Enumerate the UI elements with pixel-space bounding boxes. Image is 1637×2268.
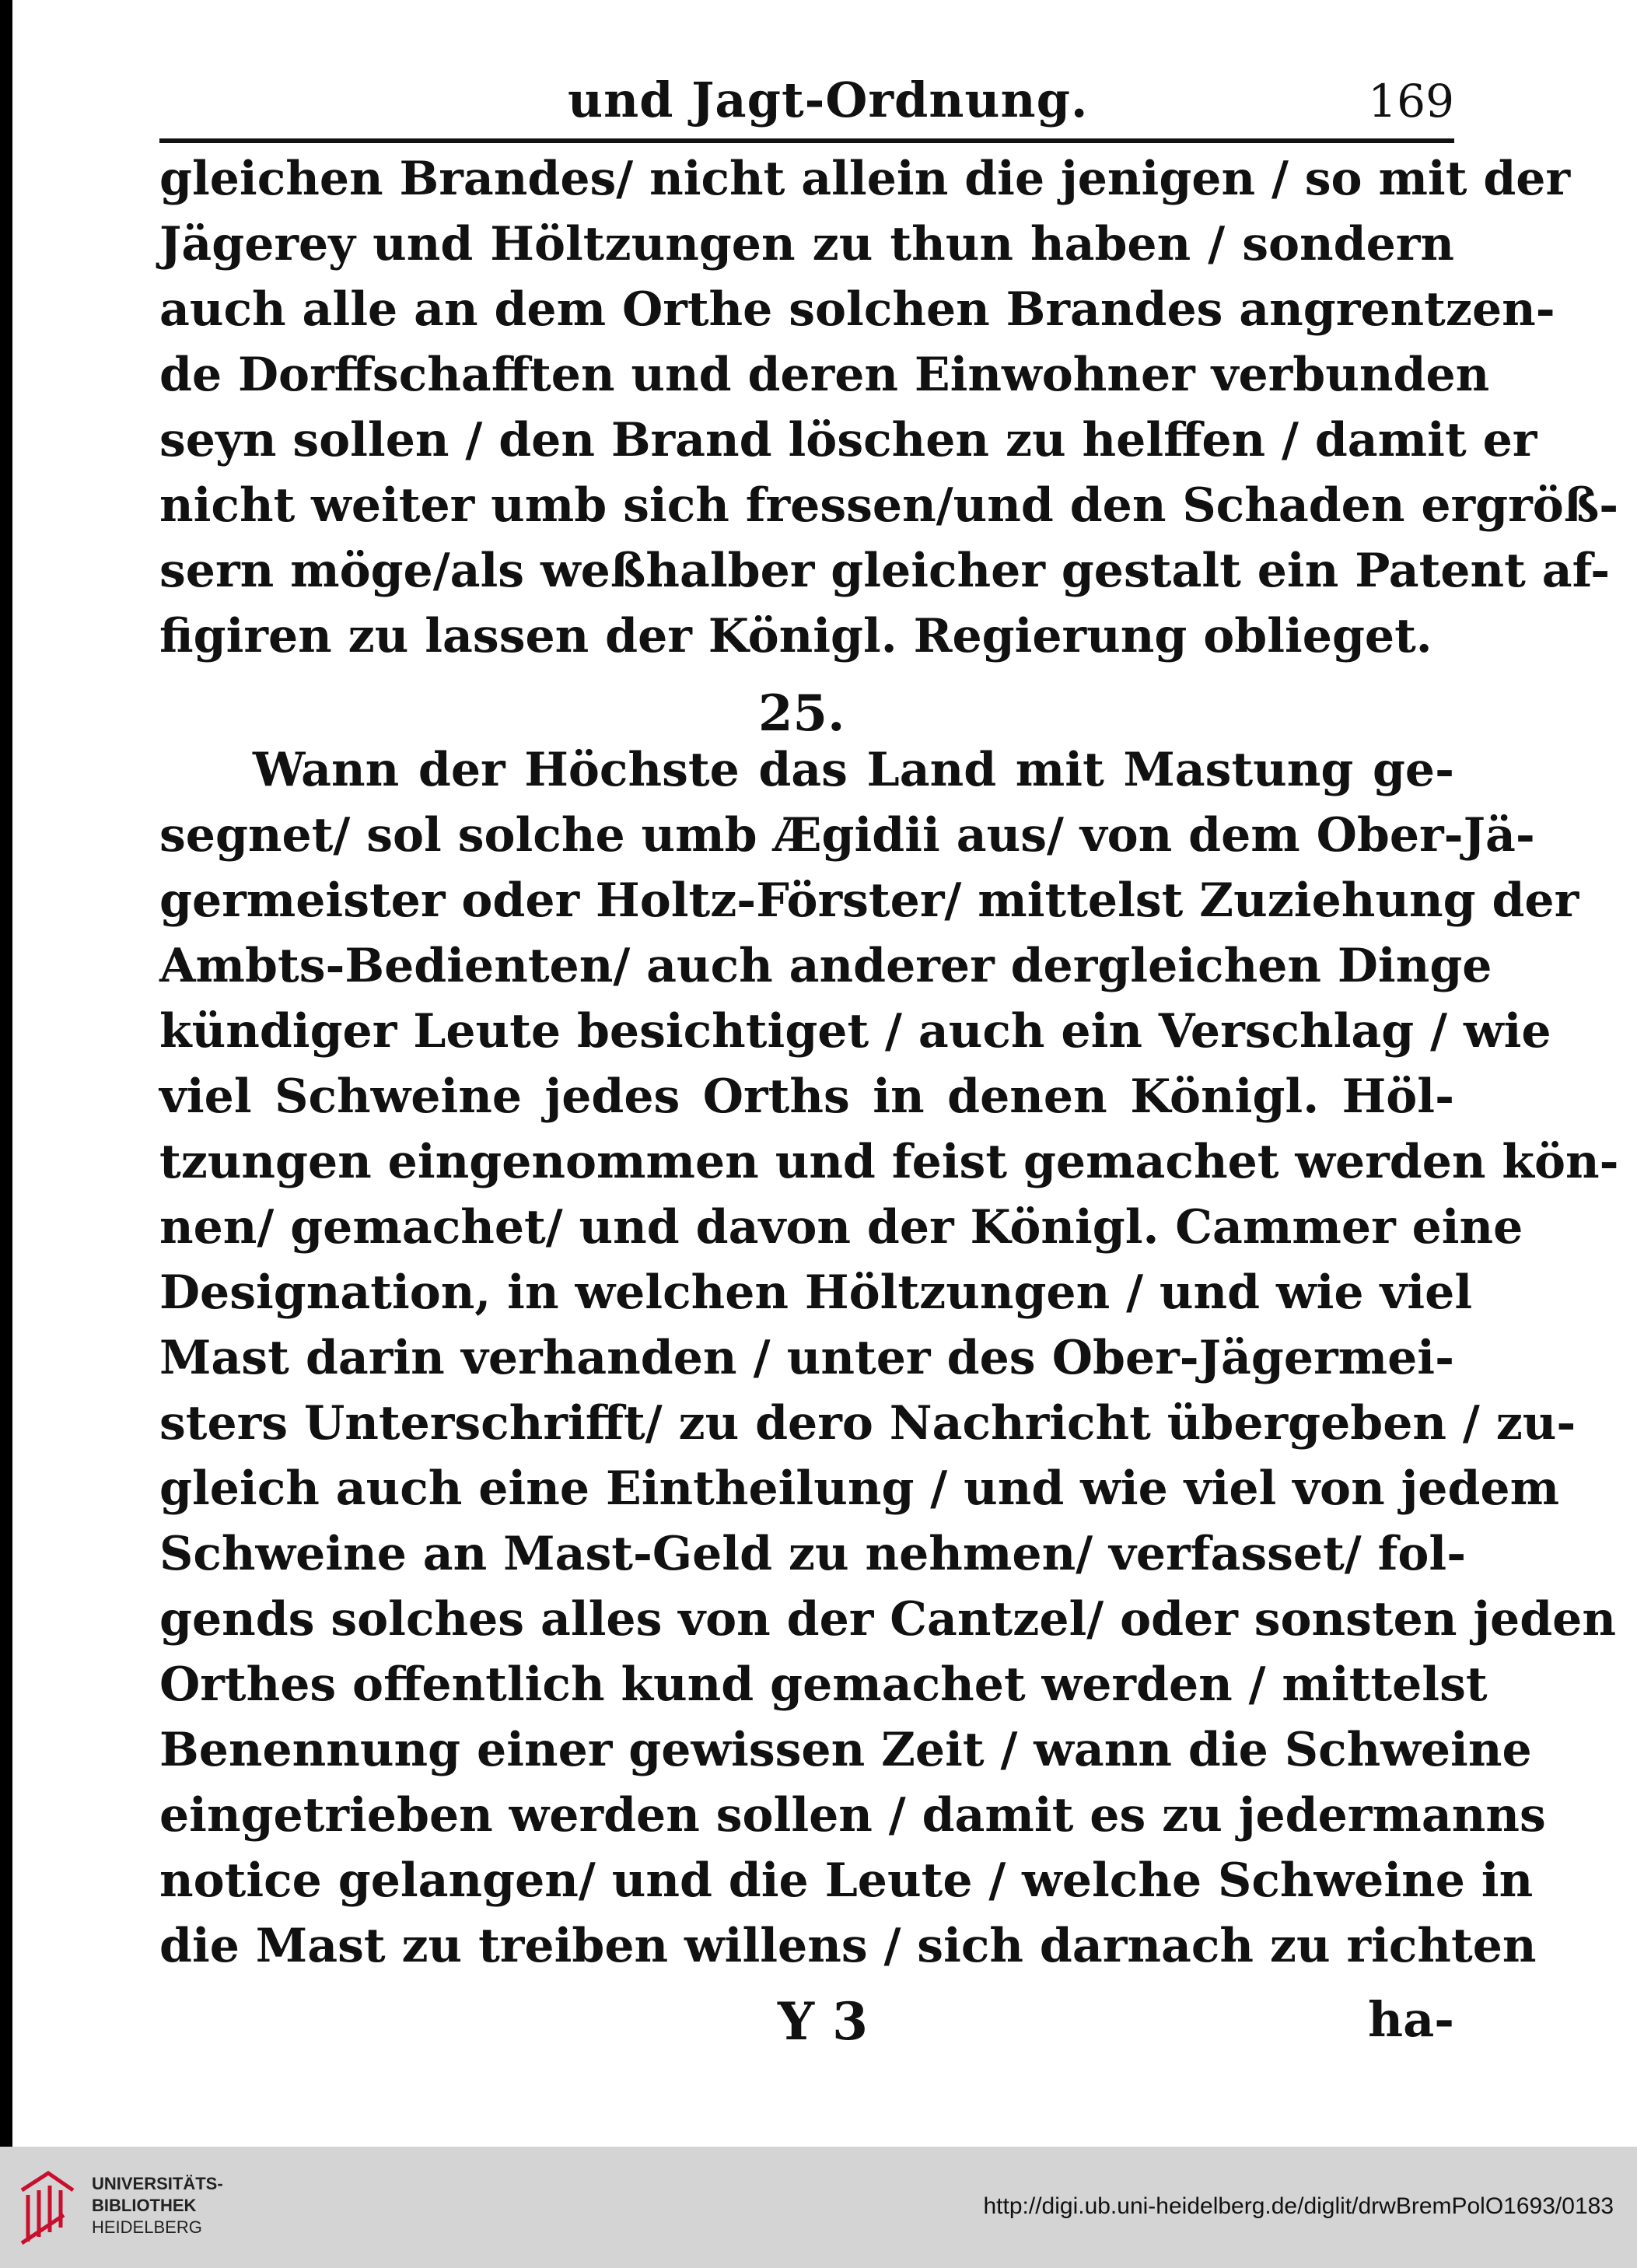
running-head bbox=[163, 72, 1454, 134]
text-line: auch alle an dem Orthe solchen Brandes angrentzen- bbox=[159, 282, 1555, 337]
text-line: de Dorffschafften und deren Einwohner verbunden bbox=[159, 348, 1490, 402]
text-line: Orthes offentlich kund gemachet werden / mittelst bbox=[159, 1657, 1488, 1712]
ub-heidelberg-logo-icon[interactable] bbox=[17, 2167, 78, 2248]
text-line: nicht weiter umb sich fressen/und den Schaden ergröß- bbox=[159, 478, 1619, 533]
header-rule bbox=[159, 138, 1454, 143]
library-name-line-3: HEIDELBERG bbox=[92, 2217, 202, 2237]
text-line: Benennung einer gewissen Zeit / wann die Schweine bbox=[159, 1723, 1532, 1777]
signature-mark: Y 3 bbox=[778, 1991, 869, 2052]
text-line: Designation, in welchen Höltzungen / und wie viel bbox=[159, 1265, 1473, 1320]
text-line: gleich auch eine Eintheilung / und wie viel von jedem bbox=[159, 1461, 1560, 1516]
text-line: die Mast zu treiben willens / sich darnach zu richten bbox=[159, 1919, 1537, 1973]
text-line: figiren zu lassen der Königl. Regierung oblieget. bbox=[159, 609, 1432, 663]
library-name-line-1: UNIVERSITÄTS- bbox=[92, 2174, 223, 2193]
text-line: germeister oder Holtz-Förster/ mittelst Zuziehung der bbox=[159, 873, 1579, 928]
text-line: Schweine an Mast-Geld zu nehmen/ verfasset/ fol- bbox=[159, 1527, 1467, 1581]
library-name bbox=[92, 2173, 223, 2238]
catchword: ha- bbox=[1368, 1991, 1454, 2048]
text-line: tzungen eingenommen und feist gemachet werden kön- bbox=[159, 1135, 1619, 1189]
text-line: gends solches alles von der Cantzel/ oder sonsten jeden bbox=[159, 1592, 1616, 1647]
text-line: Jägerey und Höltzungen zu thun haben / sondern bbox=[159, 217, 1454, 271]
text-line: Wann der Höchste das Land mit Mastung ge- bbox=[253, 743, 1454, 797]
text-line: seyn sollen / den Brand löschen zu helffen / damit er bbox=[159, 413, 1537, 467]
text-line: segnet/ sol solche umb Ægidii aus/ von dem Ober-Jä- bbox=[159, 808, 1535, 863]
library-name-line-2: BIBLIOTHEK bbox=[92, 2196, 197, 2215]
scan-edge-shadow bbox=[0, 0, 12, 2147]
text-line: sters Unterschrifft/ zu dero Nachricht übergeben / zu- bbox=[159, 1396, 1576, 1451]
text-line: Mast darin verhanden / unter des Ober-Jägermei- bbox=[159, 1331, 1454, 1385]
text-line: kündiger Leute besichtiget / auch ein Verschlag / wie bbox=[159, 1004, 1551, 1059]
page-number: 169 bbox=[1368, 75, 1454, 128]
text-line: eingetrieben werden sollen / damit es zu jedermanns bbox=[159, 1788, 1546, 1843]
text-line: sern möge/als weßhalber gleicher gestalt ein Patent af- bbox=[159, 544, 1611, 598]
text-line: gleichen Brandes/ nicht allein die jenigen / so mit der bbox=[159, 152, 1571, 206]
section-number: 25. bbox=[758, 684, 845, 743]
text-line: Ambts-Bedienten/ auch anderer dergleichen Dinge bbox=[159, 939, 1492, 993]
running-title: und Jagt-Ordnung. bbox=[568, 72, 1089, 128]
text-line: viel Schweine jedes Orths in denen Königl. Höl- bbox=[159, 1069, 1454, 1124]
text-line: nen/ gemachet/ und davon der Königl. Cammer eine bbox=[159, 1200, 1523, 1255]
viewer-footer bbox=[0, 2147, 1637, 2268]
permalink-url[interactable]: http://digi.ub.uni-heidelberg.de/diglit/drwBremPolO1693/0183 bbox=[983, 2193, 1614, 2219]
text-line: notice gelangen/ und die Leute / welche Schweine in bbox=[159, 1853, 1534, 1908]
